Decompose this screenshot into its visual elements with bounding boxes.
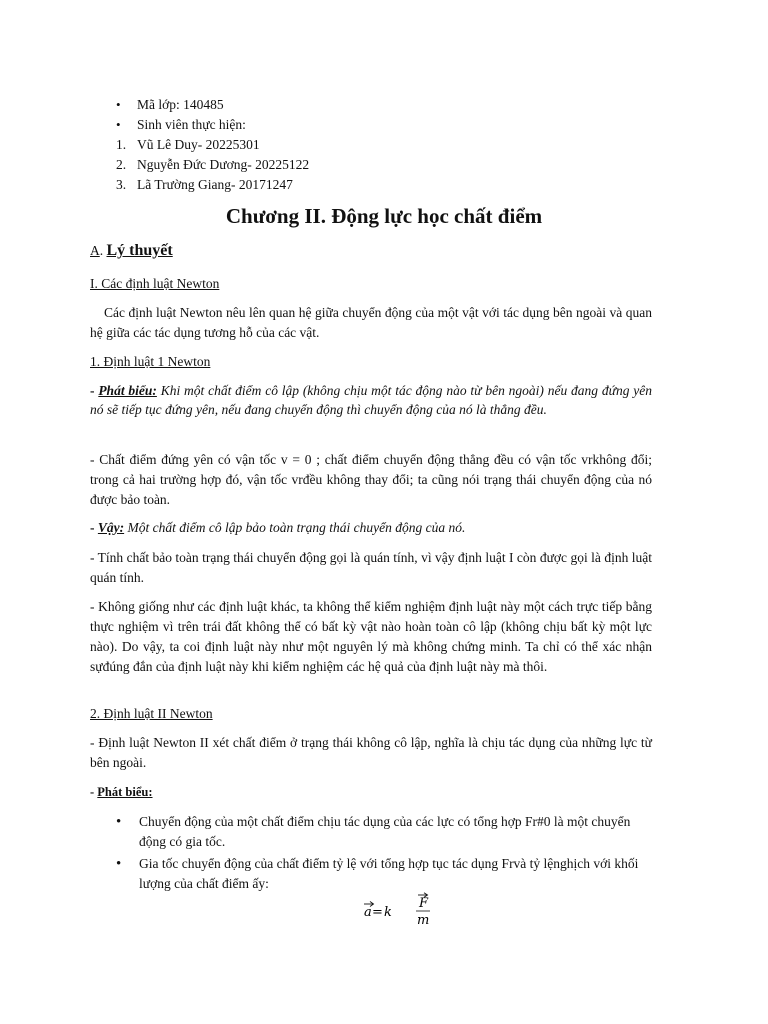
formula-denominator: m xyxy=(417,913,430,928)
law2-bullets xyxy=(90,812,652,894)
formula-numerator: F xyxy=(419,896,429,911)
formula-lhs: a xyxy=(364,905,372,920)
list-item: • Chuyển động của một chất điểm chịu tác dụng của các lực có tổng hợp Fr#0 là một chuyển động có gia tốc. xyxy=(90,812,652,852)
verification-paragraph: - Không giống như các định luật khác, ta không thể kiểm nghiệm định luật này một cách trực tiếp bằng thực nghiệm vì trên trái đất không thể có bất kỳ vật nào hoàn toàn cô lập (không chịu bất kỳ một lực nào). Do vậy, ta coi định luật này như một nguyên lý mà không chứng minh. Ta chỉ có thể xác nhận sựđúng đắn của định luật này khi kiểm nghiệm các hệ quả của định luật này mà thôi. xyxy=(90,599,652,674)
item-number: 1. xyxy=(116,137,127,152)
law1-paragraph: - Chất điểm đứng yên có vận tốc v = 0 ; chất điểm chuyển động thẳng đều có vận tốc vrkhông đổi; trong cả hai trường hợp đó, vận tốc vrđều không thay đổi; ta cũng nói trạng thái chuyển động của nó được bảo toàn. xyxy=(90,452,652,507)
acceleration-formula xyxy=(360,892,460,932)
header-list xyxy=(90,95,652,135)
formula-equals: = xyxy=(372,905,383,920)
statement-text: Khi một chất điểm cô lập (không chịu một tác động nào từ bên ngoài) nếu đang đứng yên nó sẽ tiếp tục đứng yên, nếu đang chuyển động thì chuyển động của nó là thẳng đều. xyxy=(90,383,652,417)
law2-heading: 2. Định luật II Newton xyxy=(90,706,213,721)
law2-statement-heading: - Phát biểu: xyxy=(90,785,153,799)
item-number: 2. xyxy=(116,157,127,172)
law1-conclusion: - Vậy: Một chất điểm cô lập bảo toàn trạng thái chuyển động của nó. xyxy=(90,520,466,535)
section-heading: I. Các định luật Newton xyxy=(90,276,220,291)
list-item xyxy=(90,175,652,195)
student-name: Vũ Lê Duy- 20225301 xyxy=(137,137,260,152)
list-item: • Gia tốc chuyển động của chất điểm tỷ lệ với tổng hợp tục tác dụng Frvà tỷ lệnghịch với khối lượng của chất điểm ấy: xyxy=(90,854,652,894)
list-item xyxy=(90,155,652,175)
law1-heading: 1. Định luật 1 Newton xyxy=(90,354,211,369)
law2-paragraph: - Định luật Newton II xét chất điểm ở trạng thái không cô lập, nghĩa là chịu tác dụng của những lực từ bên ngoài. xyxy=(90,735,652,770)
item-number: 3. xyxy=(116,177,127,192)
conclusion-text: Một chất điểm cô lập bảo toàn trạng thái chuyển động của nó. xyxy=(124,520,466,535)
students-label: • Sinh viên thực hiện: xyxy=(90,115,652,135)
intro-paragraph: Các định luật Newton nêu lên quan hệ giữa chuyển động của một vật với tác dụng bên ngoài và quan hệ giữa các tác dụng tương hỗ của các vật. xyxy=(90,305,652,340)
law1-statement: - Phát biểu: Khi một chất điểm cô lập (không chịu một tác động nào từ bên ngoài) nếu đang đứng yên nó sẽ tiếp tục đứng yên, nếu đang chuyển động thì chuyển động của nó là thẳng đều. xyxy=(90,383,652,417)
student-name: Nguyễn Đức Dương- 20225122 xyxy=(137,157,310,172)
student-name: Lã Trường Giang- 20171247 xyxy=(137,177,293,192)
statement-label: Phát biểu: xyxy=(97,785,153,799)
section-letter: A xyxy=(90,243,100,258)
section-title: Lý thuyết xyxy=(106,242,173,259)
inertia-paragraph: - Tính chất bảo toàn trạng thái chuyển động gọi là quán tính, vì vậy định luật I còn được gọi là định luật quán tính. xyxy=(90,550,652,585)
formula-k: k xyxy=(384,905,392,920)
list-item xyxy=(90,135,652,155)
statement-label: Phát biểu: xyxy=(98,383,157,398)
chapter-title: Chương II. Động lực học chất điểm xyxy=(225,204,543,228)
conclusion-label: Vậy: xyxy=(97,520,125,535)
section-a-heading: A. Lý thuyết xyxy=(90,242,173,259)
class-code: • Mã lớp: 140485 xyxy=(90,95,652,115)
student-list xyxy=(90,135,652,195)
